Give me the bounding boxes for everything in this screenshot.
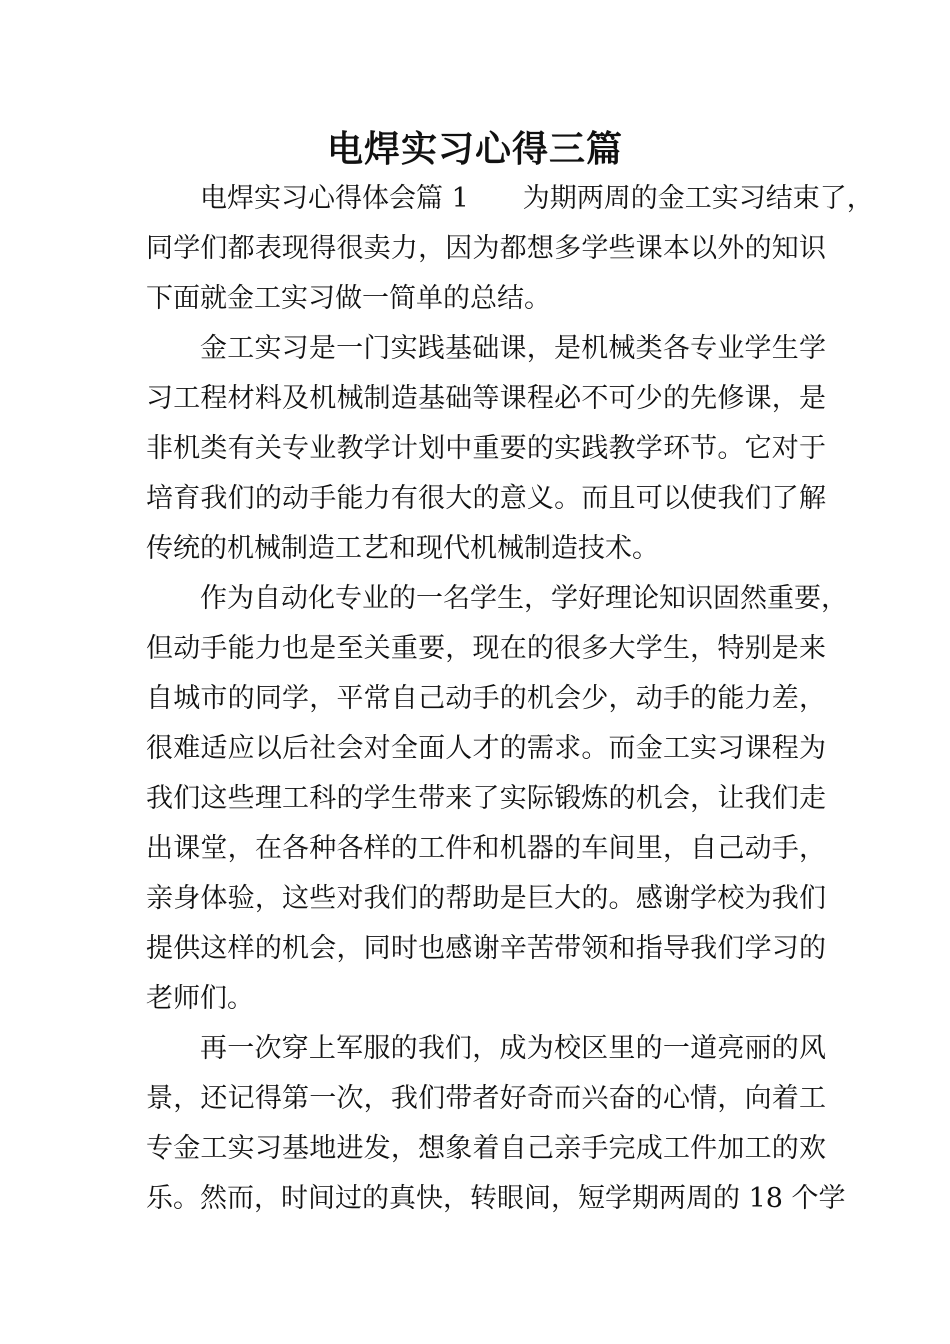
text-line: 作为自动化专业的一名学生，学好理论知识固然重要， [200, 583, 848, 614]
text-line: 金工实习是一门实践基础课，是机械类各专业学生学 [200, 333, 826, 364]
text-line: 提供这样的机会，同时也感谢辛苦带领和指导我们学习的 [146, 933, 826, 964]
text-line: 下面就金工实习做一简单的总结。 [146, 283, 551, 314]
text-line: 我们这些理工科的学生带来了实际锻炼的机会，让我们走 [146, 783, 826, 814]
text-line: 电焊实习心得体会篇 1 为期两周的金工实习结束了， [200, 183, 874, 214]
text-line: 习工程材料及机械制造基础等课程必不可少的先修课，是 [146, 383, 826, 414]
text-line: 但动手能力也是至关重要，现在的很多大学生，特别是来 [146, 633, 826, 664]
text-line: 再一次穿上军服的我们，成为校区里的一道亮丽的风 [200, 1033, 826, 1064]
text-line: 景，还记得第一次，我们带者好奇而兴奋的心情，向着工 [146, 1083, 826, 1114]
text-line: 传统的机械制造工艺和现代机械制造技术。 [146, 533, 659, 564]
text-line: 出课堂，在各种各样的工件和机器的车间里，自己动手， [146, 833, 826, 864]
text-line: 乐。然而，时间过的真快，转眼间，短学期两周的 18 个学 [146, 1183, 846, 1214]
text-line: 同学们都表现得很卖力，因为都想多学些课本以外的知识 [146, 233, 826, 264]
text-line: 很难适应以后社会对全面人才的需求。而金工实习课程为 [146, 733, 826, 764]
text-line: 亲身体验，这些对我们的帮助是巨大的。感谢学校为我们 [146, 883, 826, 914]
text-line: 专金工实习基地进发，想象着自己亲手完成工件加工的欢 [146, 1133, 826, 1164]
text-line: 培育我们的动手能力有很大的意义。而且可以使我们了解 [146, 483, 826, 514]
text-line: 自城市的同学，平常自己动手的机会少，动手的能力差， [146, 683, 826, 714]
text-line: 非机类有关专业教学计划中重要的实践教学环节。它对于 [146, 433, 826, 464]
document-title: 电焊实习心得三篇 [326, 129, 623, 170]
text-line: 老师们。 [146, 983, 254, 1014]
